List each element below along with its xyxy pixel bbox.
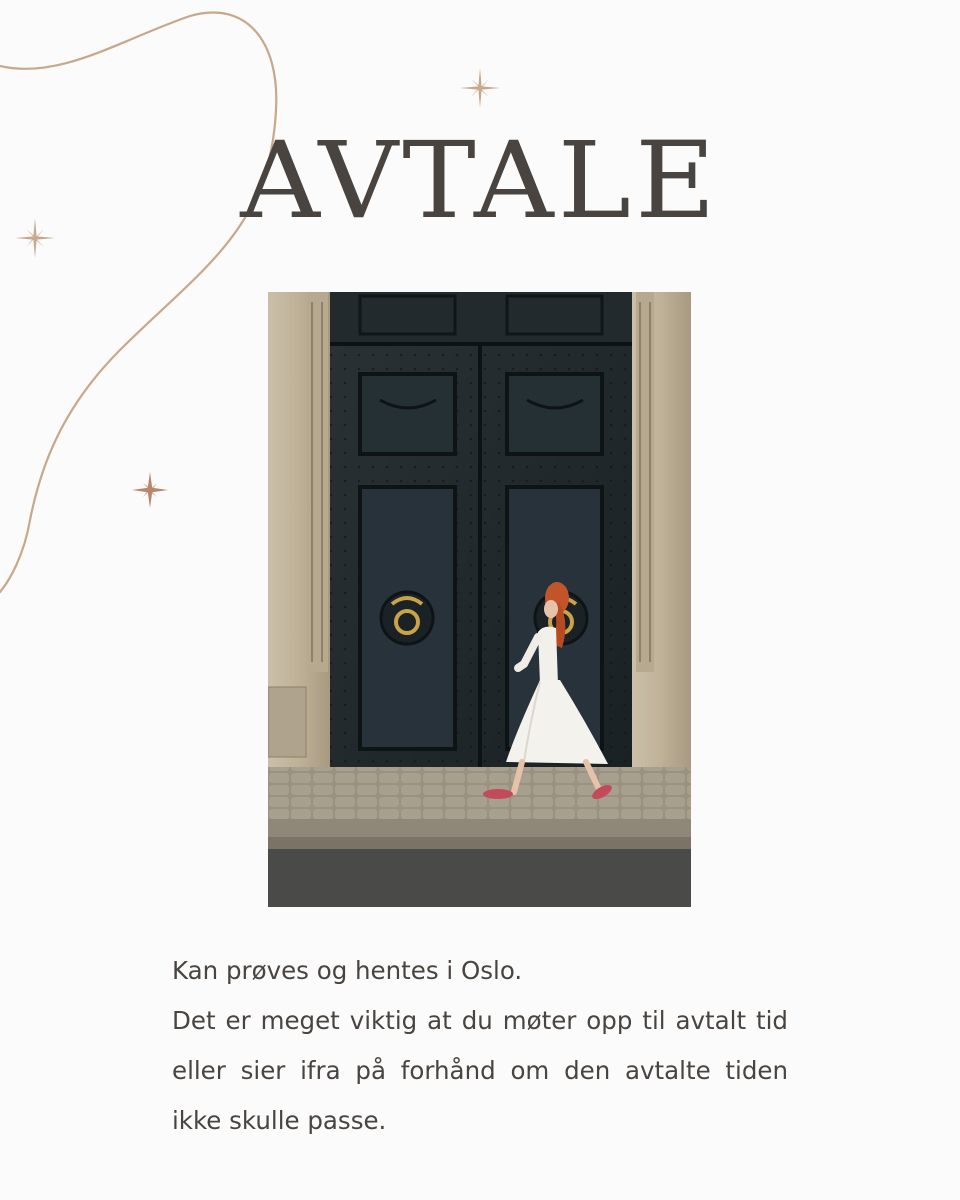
page-title: AVTALE [240, 119, 720, 242]
pickup-info-text: Kan prøves og hentes i Oslo. [172, 956, 523, 985]
sparkle-icon [459, 67, 501, 109]
appointment-notice-text: Det er meget viktig at du møter opp til avtalt tid eller sier ifra på forhånd om den avtalte tiden ikke skulle passe. [172, 1006, 788, 1135]
body-text [172, 946, 788, 1146]
hero-photo [268, 292, 691, 907]
sparkle-icon [131, 471, 169, 509]
